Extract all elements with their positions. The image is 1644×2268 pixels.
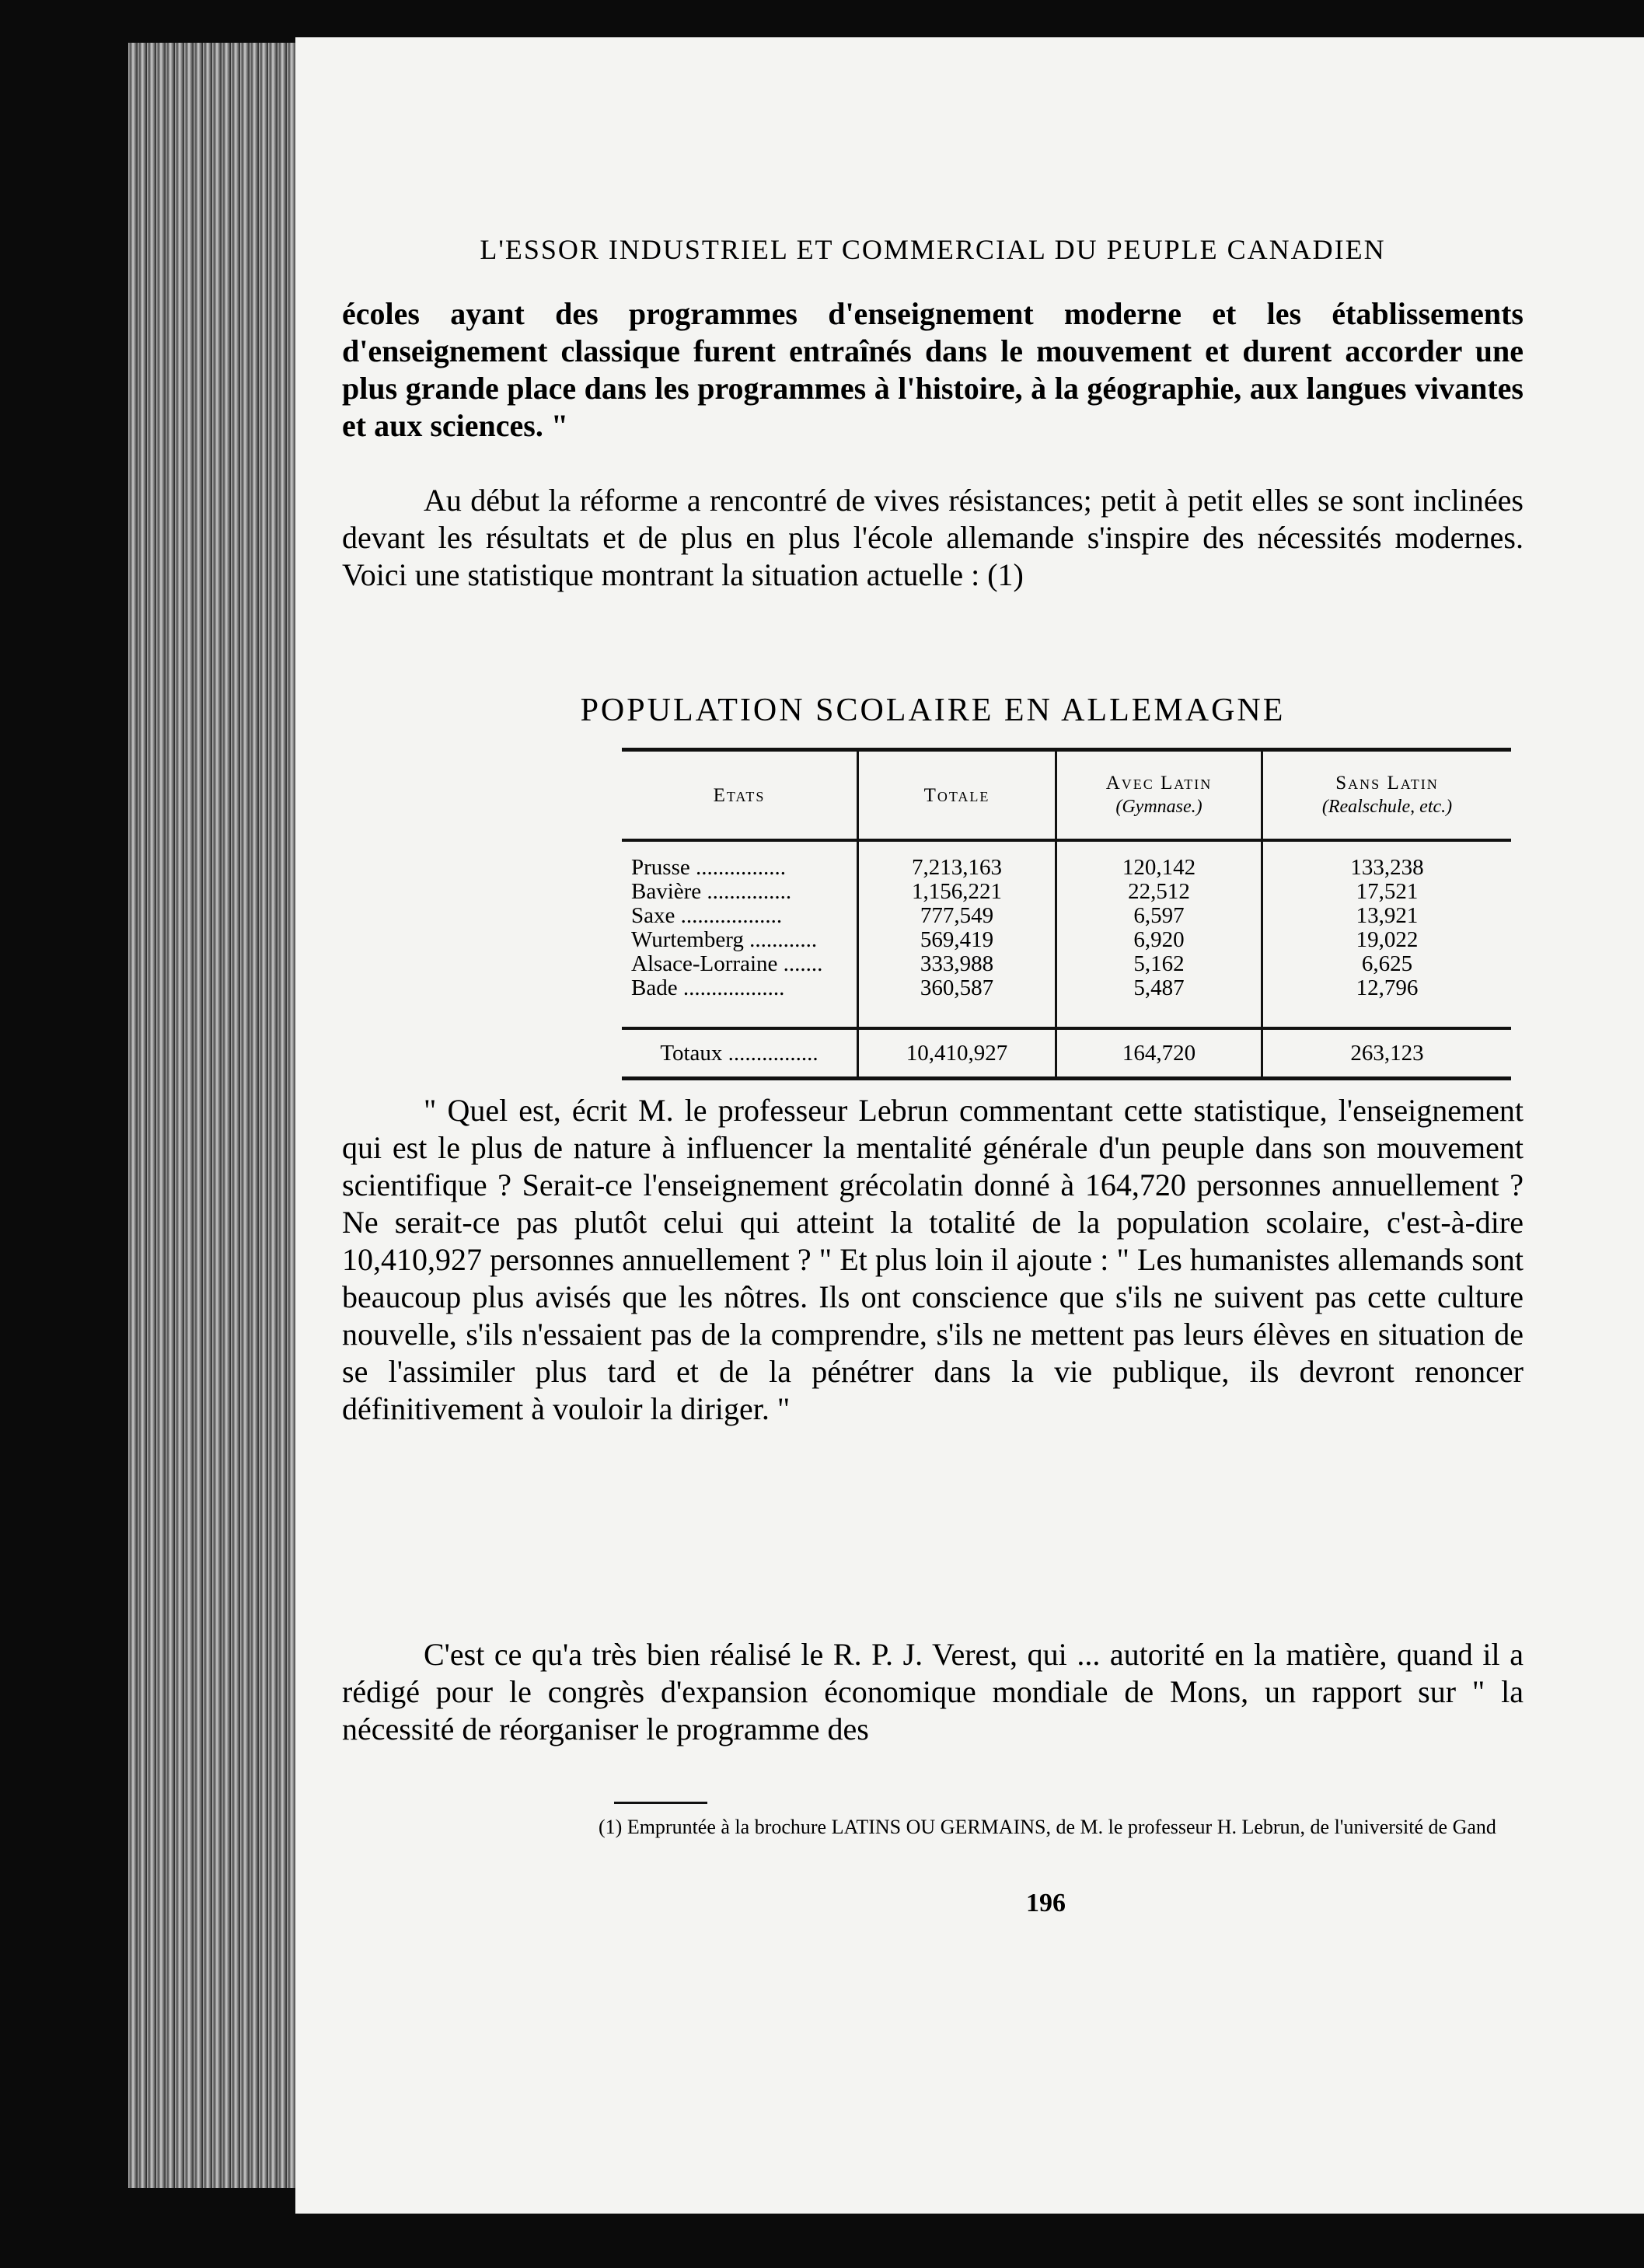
- cell-sans: 12,796: [1262, 976, 1512, 1000]
- book-binding-edge: [128, 43, 307, 2188]
- header-avec-latin-sub: (Gymnase.): [1115, 797, 1202, 817]
- cell-total-avec: 164,720: [1056, 1028, 1262, 1079]
- header-avec-latin-label: Avec Latin: [1105, 773, 1213, 794]
- cell-sans: 133,238: [1262, 856, 1512, 880]
- cell-totale: 569,419: [858, 928, 1056, 952]
- cell-avec: 22,512: [1056, 880, 1262, 904]
- table-row: [622, 976, 1511, 1000]
- cell-sans: 13,921: [1262, 904, 1512, 928]
- header-avec-latin: [1056, 750, 1262, 841]
- cell-avec: 5,487: [1056, 976, 1262, 1000]
- cell-etat: Wurtemberg ............: [631, 927, 818, 952]
- cell-avec: 6,597: [1056, 904, 1262, 928]
- table-row: [622, 880, 1511, 904]
- cell-etat: Bade ..................: [631, 975, 785, 1000]
- cell-avec: 5,162: [1056, 952, 1262, 976]
- footnote: (1) Empruntée à la brochure LATINS OU GERMAINS, de M. le professeur H. Lebrun, de l'université de Gand: [599, 1816, 1496, 1838]
- paragraph-2: [342, 482, 1524, 594]
- cell-sans: 17,521: [1262, 880, 1512, 904]
- table-header-row: [622, 750, 1511, 841]
- cell-total-sans: 263,123: [1262, 1028, 1512, 1079]
- cell-totale: 1,156,221: [858, 880, 1056, 904]
- footnote-rule: [614, 1802, 707, 1804]
- cell-sans: 6,625: [1262, 952, 1512, 976]
- paragraph-1-text: écoles ayant des programmes d'enseignement moderne et les établissements d'enseignement classique furent entraînés dans le mouvement et durent accorder une plus grande place dans les programmes à l'histoire, à la géographie, aux langues vivantes et aux sciences. ": [342, 296, 1524, 443]
- table-row: [622, 952, 1511, 976]
- header-sans-latin: [1262, 750, 1512, 841]
- paragraph-4: [342, 1636, 1524, 1748]
- paragraph-1: [342, 295, 1524, 445]
- cell-totale: 360,587: [858, 976, 1056, 1000]
- cell-avec: 120,142: [1056, 856, 1262, 880]
- table-row: [622, 856, 1511, 880]
- paragraph-2-text: Au début la réforme a rencontré de vives résistances; petit à petit elles se sont inclinées devant les résultats et de plus en plus l'école allemande s'inspire des nécessités modernes. Voici une statistique montrant la situation actuelle : (1): [342, 483, 1524, 592]
- cell-etat: Bavière ...............: [631, 879, 792, 904]
- cell-totale: 333,988: [858, 952, 1056, 976]
- cell-etat: Saxe ..................: [631, 903, 783, 928]
- paragraph-4-text: C'est ce qu'a très bien réalisé le R. P. J. Verest, qui ... autorité en la matière, quand il a rédigé pour le congrès d'expansion économique mondiale de Mons, un rapport sur " la nécessité de réorganiser le programme des: [342, 1637, 1524, 1746]
- table-row: [622, 904, 1511, 928]
- cell-totale: 777,549: [858, 904, 1056, 928]
- cell-totale: 7,213,163: [858, 856, 1056, 880]
- cell-avec: 6,920: [1056, 928, 1262, 952]
- page-number: 196: [1026, 1889, 1066, 1917]
- cell-etat: Prusse ................: [631, 855, 786, 880]
- paragraph-3: [342, 1092, 1524, 1428]
- running-header: L'ESSOR INDUSTRIEL ET COMMERCIAL DU PEUPLE CANADIEN: [480, 234, 1386, 265]
- statistics-table: [622, 748, 1511, 1080]
- cell-total-totale: 10,410,927: [858, 1028, 1056, 1079]
- cell-etat: Alsace-Lorraine .......: [631, 951, 823, 976]
- header-sans-latin-label: Sans Latin: [1335, 773, 1439, 794]
- header-totale: Totale: [858, 750, 1056, 841]
- table-total-row: [622, 1028, 1511, 1079]
- header-etats: Etats: [622, 750, 858, 841]
- header-sans-latin-sub: (Realschule, etc.): [1321, 797, 1453, 817]
- table-row: [622, 928, 1511, 952]
- cell-total-label: Totaux ................: [622, 1028, 858, 1079]
- paragraph-3-text: " Quel est, écrit M. le professeur Lebrun commentant cette statistique, l'enseignement qui est le plus de nature à influencer la mentalité générale d'un peuple dans son mouvement scientifique ? Serait-ce l'enseignement grécolatin donné à 164,720 personnes annuellement ? Ne serait-ce pas plutôt celui qui atteint la totalité de la population scolaire, c'est-à-dire 10,410,927 personnes annuellement ? " Et plus loin il ajoute : " Les humanistes allemands sont beaucoup plus avisés que les nôtres. Ils ont conscience que s'ils ne suivent pas cette culture nouvelle, s'ils n'essaient pas de la comprendre, s'ils ne mettent pas leurs élèves en situation de se l'assimiler plus tard et de la pénétrer dans la vie publique, ils devront renoncer définitivement à vouloir la diriger. ": [342, 1093, 1524, 1426]
- table-title: POPULATION SCOLAIRE EN ALLEMAGNE: [580, 693, 1286, 728]
- cell-sans: 19,022: [1262, 928, 1512, 952]
